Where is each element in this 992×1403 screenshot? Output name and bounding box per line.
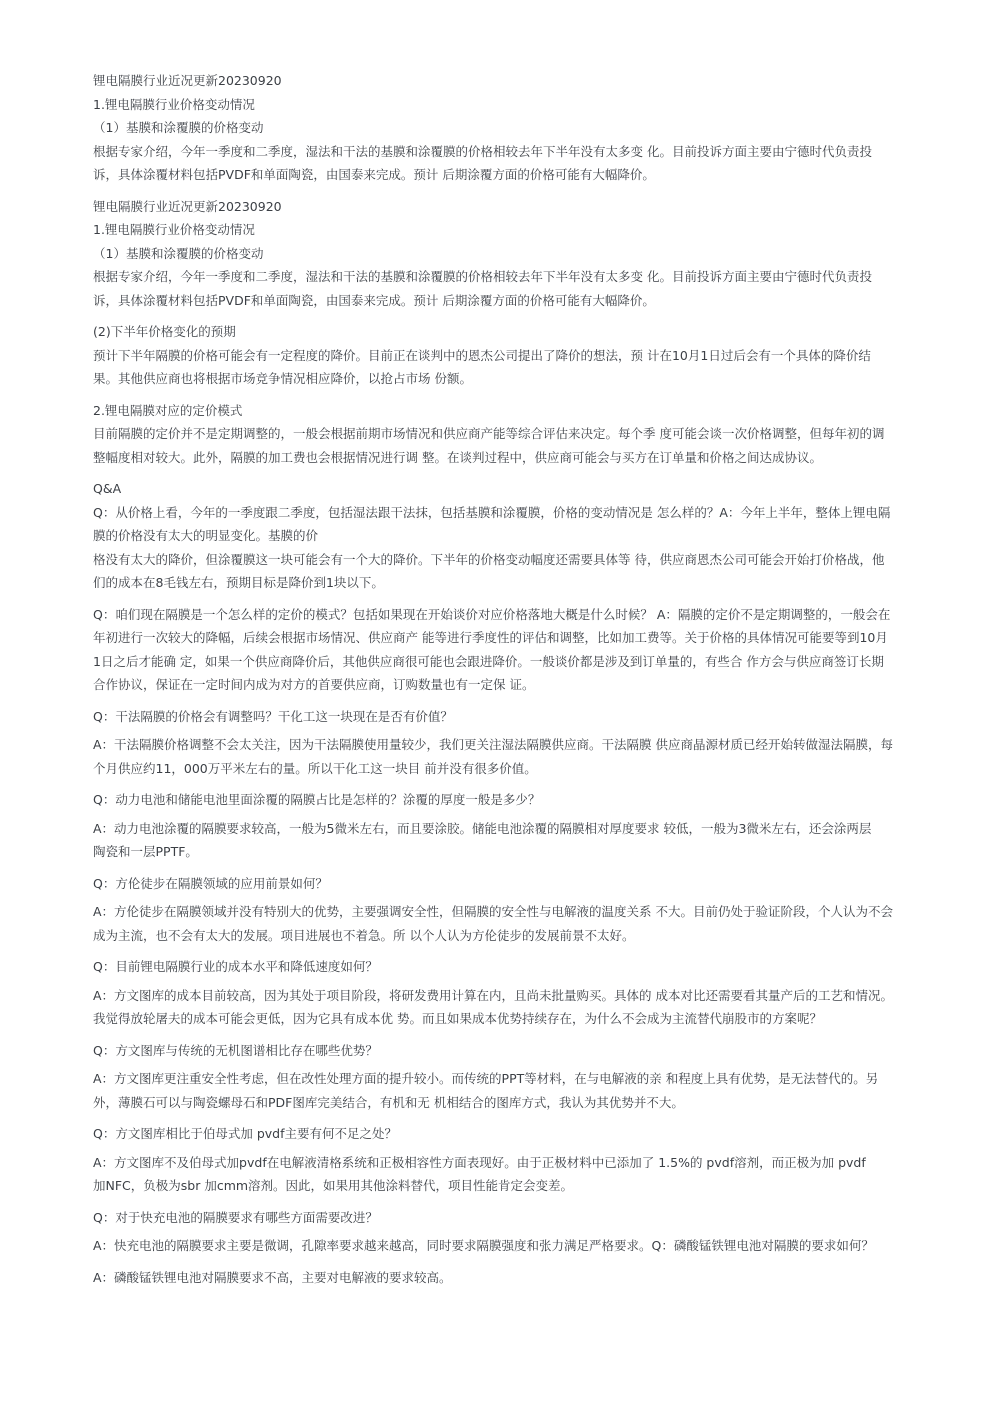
answer-line: A：方文图库更注重安全性考虑，但在改性处理方面的提升较小。而传统的PPT等材料，在与电解液的亲 和程度上具有优势，是无法替代的。另 <box>93 1071 879 1086</box>
question: Q：方文图库与传统的无机图谱相比存在哪些优势？ <box>93 1042 378 1058</box>
qa-line: Q：咱们现在隔膜是一个怎么样的定价的模式？包括如果现在开始谈价对应价格落地大概是什么时候？ A：隔膜的定价不是定期调整的，一般会在 <box>93 606 891 622</box>
question: Q：动力电池和储能电池里面涂覆的隔膜占比是怎样的？涂覆的厚度一般是多少？ <box>93 792 541 807</box>
qa-line: 合作协议，保证在一定时间内成为对方的首要供应商，订购数量也有一定保 证。 <box>93 677 535 692</box>
paragraph-line: 根据专家介绍，今年一季度和二季度，湿法和干法的基膜和涂覆膜的价格相较去年下半年没有太多变 化。目前投诉方面主要由宁德时代负责投 <box>93 143 872 159</box>
paragraph-line: 预计下半年隔膜的价格可能会有一定程度的降价。目前正在谈判中的恩杰公司提出了降价的想法，预 计在10月1日过后会有一个具体的降价结 <box>93 347 871 363</box>
question: Q：干法隔膜的价格会有调整吗？干化工这一块现在是否有价值？ <box>93 708 453 724</box>
answer-line: A：方文图库的成本目前较高，因为其处于项目阶段，将研发费用计算在内，且尚未批量购买。具体的 成本对比还需要看其量产后的工艺和情况。 <box>93 987 894 1003</box>
subsection-heading: （1）基膜和涂覆膜的价格变动 <box>93 120 264 135</box>
answer-line: A：方文图库不及伯母式加pvdf在电解液清格系统和正极相容性方面表现好。由于正极材料中已添加了 1.5%的 pvdf溶剂，而正极为加 pvdf <box>93 1154 866 1170</box>
subsection-heading: (2)下半年价格变化的预期 <box>93 324 236 339</box>
paragraph-line: 诉，具体涂覆材料包括PVDF和单面陶瓷，由国泰来完成。预计 后期涂覆方面的价格可能有大幅降价。 <box>93 167 655 182</box>
answer-line: A：快充电池的隔膜要求主要是微调，孔隙率要求越来越高，同时要求隔膜强度和张力满足严格要求。Q：磷酸锰铁锂电池对隔膜的要求如何？ <box>93 1238 874 1253</box>
answer-line: 陶瓷和一层PPTF。 <box>93 844 198 859</box>
answer-line: 外，薄膜石可以与陶瓷螺母石和PDF图库完美结合，有机和无 机相结合的图库方式，我认为其优势并不大。 <box>93 1094 684 1110</box>
qa-line: 1日之后才能确 定，如果一个供应商降价后，其他供应商很可能也会跟进降价。一般谈价都是涉及到订单量的，有些合 作方会与供应商签订长期 <box>93 653 884 669</box>
qa-line: 膜的价格没有太大的明显变化。基膜的价 <box>93 528 319 543</box>
qa-line: 们的成本在8毛钱左右，预期目标是降价到1块以下。 <box>93 575 384 590</box>
question: Q：方文图库相比于伯母式加 pvdf主要有何不足之处？ <box>93 1126 397 1141</box>
paragraph-line: 整幅度相对较大。此外，隔膜的加工费也会根据情况进行调 整。在谈判过程中，供应商可能会与买方在订单量和价格之间达成协议。 <box>93 449 822 465</box>
answer-line: A：干法隔膜价格调整不会太关注，因为干法隔膜使用量较少，我们更关注湿法隔膜供应商。干法隔膜 供应商晶源材质已经开始转做湿法隔膜，每 <box>93 737 894 752</box>
answer-line: A：方伦徒步在隔膜领域并没有特别大的优势，主要强调安全性，但隔膜的安全性与电解液的温度关系 不大。目前仍处于验证阶段，个人认为不会 <box>93 904 894 919</box>
doc-title: 锂电隔膜行业近况更新20230920 <box>93 198 282 214</box>
question: Q：对于快充电池的隔膜要求有哪些方面需要改进？ <box>93 1209 378 1225</box>
question: Q：目前锂电隔膜行业的成本水平和降低速度如何？ <box>93 959 378 974</box>
section-heading: 1.锂电隔膜行业价格变动情况 <box>93 222 255 237</box>
paragraph-line: 根据专家介绍，今年一季度和二季度，湿法和干法的基膜和涂覆膜的价格相较去年下半年没有太多变 化。目前投诉方面主要由宁德时代负责投 <box>93 269 872 284</box>
answer-line: 成为主流，也不会有太大的发展。项目进展也不着急。所 以个人认为方伦徒步的发展前景不太好。 <box>93 927 635 943</box>
qa-line: 格没有太大的降价，但涂覆膜这一块可能会有一个大的降价。下半年的价格变动幅度还需要具体等 待，供应商恩杰公司可能会开始打价格战，他 <box>93 551 885 567</box>
answer-line: 个月供应约11，000万平米左右的量。所以干化工这一块目 前并没有很多价值。 <box>93 760 537 776</box>
document-page <box>93 69 943 1289</box>
qa-line: Q：从价格上看，今年的一季度跟二季度，包括湿法跟干法抹，包括基膜和涂覆膜，价格的变动情况是 怎么样的？A：今年上半年，整体上锂电隔 <box>93 504 891 520</box>
doc-title: 锂电隔膜行业近况更新20230920 <box>93 73 282 88</box>
subsection-heading: （1）基膜和涂覆膜的价格变动 <box>93 245 264 261</box>
paragraph-line: 目前隔膜的定价并不是定期调整的，一般会根据前期市场情况和供应商产能等综合评估来决定。每个季 度可能会谈一次价格调整，但每年初的调 <box>93 426 885 441</box>
answer-line: 加NFC，负极为sbr 加cmm溶剂。因此，如果用其他涂料替代，项目性能肯定会变差。 <box>93 1178 574 1193</box>
paragraph-line: 诉，具体涂覆材料包括PVDF和单面陶瓷，由国泰来完成。预计 后期涂覆方面的价格可能有大幅降价。 <box>93 292 655 308</box>
section-heading: 2.锂电隔膜对应的定价模式 <box>93 402 243 418</box>
answer-line: 我觉得放轮屠夫的成本可能会更低，因为它具有成本优 势。而且如果成本优势持续存在，为什么不会成为主流替代崩股市的方案呢？ <box>93 1011 822 1026</box>
answer-line: A：动力电池涂覆的隔膜要求较高，一般为5微米左右，而且要涂胶。储能电池涂覆的隔膜相对厚度要求 较低，一般为3微米左右，还会涂两层 <box>93 820 872 836</box>
answer-line: A：磷酸锰铁锂电池对隔膜要求不高，主要对电解液的要求较高。 <box>93 1269 452 1285</box>
qa-heading: Q&A <box>93 481 122 496</box>
qa-line: 年初进行一次较大的降幅，后续会根据市场情况、供应商产 能等进行季度性的评估和调整，比如加工费等。关于价格的具体情况可能要等到10月 <box>93 630 888 645</box>
question: Q：方伦徒步在隔膜领域的应用前景如何？ <box>93 875 328 891</box>
paragraph-line: 果。其他供应商也将根据市场竞争情况相应降价，以抢占市场 份额。 <box>93 371 472 386</box>
section-heading: 1.锂电隔膜行业价格变动情况 <box>93 96 255 112</box>
